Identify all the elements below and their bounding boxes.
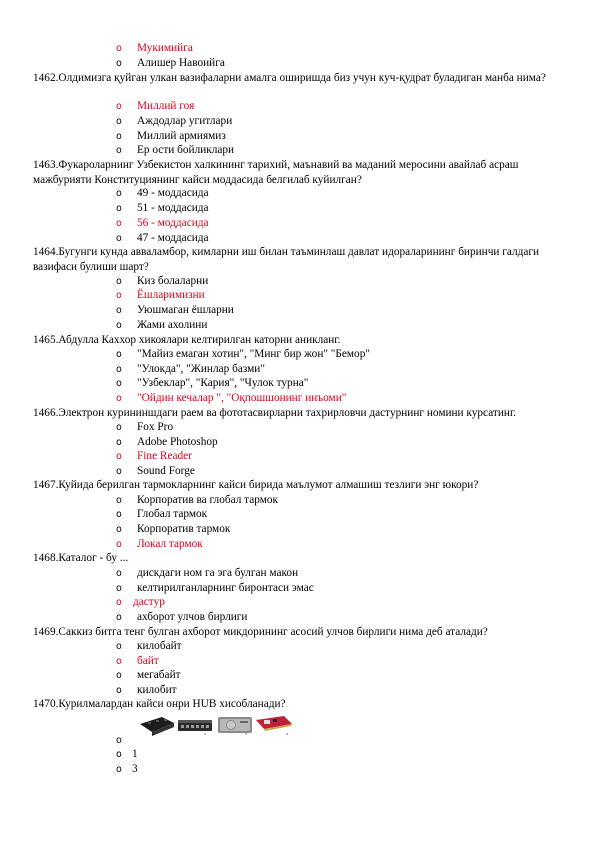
option-text: "Улокда", "Жинлар базми" xyxy=(137,363,265,375)
option-text: келтирилганларнинг биронтаси эмас xyxy=(137,582,314,594)
option-text: 56 - моддасида xyxy=(137,217,209,229)
option-text: ахборот улчов бирлиги xyxy=(137,611,248,623)
option-text: дастур xyxy=(133,596,165,608)
option-text: килобит xyxy=(137,684,177,696)
option-text: Sound Forge xyxy=(137,465,195,477)
bullet: o xyxy=(116,422,122,433)
option-text: "Ойдин кечалар ", "Оқпошшонинг инъоми" xyxy=(137,392,347,404)
option-text: Аждодлар угитлари xyxy=(137,115,233,127)
bullet: o xyxy=(116,539,122,550)
option-text: Adobe Photoshop xyxy=(137,436,218,448)
option-text: Ёшларимизни xyxy=(137,289,205,301)
option-text: Алишер Навоийга xyxy=(137,57,225,69)
option-text: дискдаги ном га эга булган макон xyxy=(137,567,299,579)
option-text: байт xyxy=(137,655,159,667)
bullet: o xyxy=(116,685,122,696)
bullet: o xyxy=(116,378,122,389)
bullet: o xyxy=(116,583,122,594)
bullet: o xyxy=(116,305,122,316)
option-text: Ер ости бойликлари xyxy=(137,144,235,156)
bullet: o xyxy=(116,349,122,360)
bullet: o xyxy=(116,320,122,331)
option-text: Корпоратив тармок xyxy=(137,523,231,535)
bullet: o xyxy=(116,524,122,535)
option-text: 3 xyxy=(132,763,138,775)
bullet: o xyxy=(116,393,122,404)
option-text: мегабайт xyxy=(137,669,181,681)
bullet: o xyxy=(116,749,122,760)
option-text: "Узбеклар", "Кария", "Чулок турна" xyxy=(137,377,309,389)
bullet: o xyxy=(116,597,122,608)
bullet: o xyxy=(116,364,122,375)
bullet: o xyxy=(116,58,122,69)
bullet: o xyxy=(116,188,122,199)
option-text: Уюшмаган ёшларни xyxy=(137,304,234,316)
option-text: Жами ахолини xyxy=(137,319,208,331)
option-text: Миллий армиямиз xyxy=(137,130,226,142)
option-text: Глобал тармок xyxy=(137,508,208,520)
bullet: o xyxy=(116,101,122,112)
option-text: килобайт xyxy=(137,640,182,652)
bullet: o xyxy=(116,568,122,579)
question-text: 1465.Абдулла Каххор хикоялари келтирилган каторни аникланг. xyxy=(33,334,341,346)
question-text: 1469.Саккиз битга тенг булган ахборот микдорининг асосий улчов бирлиги нима деб аталади? xyxy=(33,626,488,638)
option-text: 51 - моддасида xyxy=(137,202,209,214)
bullet: o xyxy=(116,131,122,142)
bullet: o xyxy=(116,203,122,214)
bullet: o xyxy=(116,233,122,244)
option-text: Мукимийга xyxy=(137,42,193,54)
bullet: o xyxy=(116,641,122,652)
device-label: 2 xyxy=(204,732,206,736)
option-text: Миллий гоя xyxy=(137,100,195,112)
network-card-device-icon xyxy=(256,716,292,731)
question-text: 1468.Каталог - бу ... xyxy=(33,552,129,564)
switch-device-icon xyxy=(140,717,174,736)
bullet: o xyxy=(116,670,122,681)
bullet: o xyxy=(116,43,122,54)
device-label: 1 xyxy=(152,732,154,736)
option-text: Корпоратив ва глобал тармок xyxy=(137,494,279,506)
option-text: Киз болаларни xyxy=(137,275,209,287)
bullet: o xyxy=(116,495,122,506)
bullet: o xyxy=(116,218,122,229)
bullet: o xyxy=(116,290,122,301)
question-text: 1462.Олдимизга қуйган улкан вазифаларни амалга оширишда биз учун куч-қудрат буладиган манба нима? xyxy=(33,72,546,84)
option-text: 49 - моддасида xyxy=(137,187,209,199)
option-text: Fox Pro xyxy=(137,421,174,433)
hard-drive-device-icon xyxy=(218,717,252,733)
bullet: o xyxy=(116,735,122,746)
bullet: o xyxy=(116,656,122,667)
hub-device-icon xyxy=(178,720,212,731)
option-text: Локал тармок xyxy=(137,538,203,550)
bullet: o xyxy=(116,612,122,623)
bullet: o xyxy=(116,145,122,156)
option-text: 1 xyxy=(132,748,138,760)
question-text: 1470.Курилмалардан кайси онри HUB хисобланади? xyxy=(33,698,286,710)
option-text: Fine Reader xyxy=(137,450,192,462)
network-devices-image xyxy=(134,714,304,736)
question-text: 1463.Фукароларнинг Узбекистон халкининг тарихий, маънавий ва маданий меросини авайлаб асраш мажбурияти Конституциянинг кайси моддасида белгилаб куйилган? xyxy=(33,159,519,186)
question-text: 1466.Электрон курининшдаги раем ва фототасвирларни тахрирловчи дастурнинг номини курсатинг. xyxy=(33,407,517,419)
bullet: o xyxy=(116,116,122,127)
bullet: o xyxy=(116,509,122,520)
bullet: o xyxy=(116,437,122,448)
bullet: o xyxy=(116,466,122,477)
option-text: 47 - моддасида xyxy=(137,232,209,244)
bullet: o xyxy=(116,451,122,462)
bullet: o xyxy=(116,276,122,287)
option-text: "Майиз емаган хотин", "Минг бир жон" "Бемор" xyxy=(137,348,370,360)
question-text: 1464.Бугунги кунда авваламбор, кимларни иш билан таъминлаш давлат идораларининг биринчи галдаги вазифаси булиши шарт? xyxy=(33,246,540,273)
device-label: 3 xyxy=(245,732,247,736)
device-label: 4 xyxy=(286,732,288,736)
question-text: 1467.Куйида берилган тармокларнинг кайси бирида маълумот алмашиш тезлиги энг юкори? xyxy=(33,479,479,491)
bullet: o xyxy=(116,764,122,775)
